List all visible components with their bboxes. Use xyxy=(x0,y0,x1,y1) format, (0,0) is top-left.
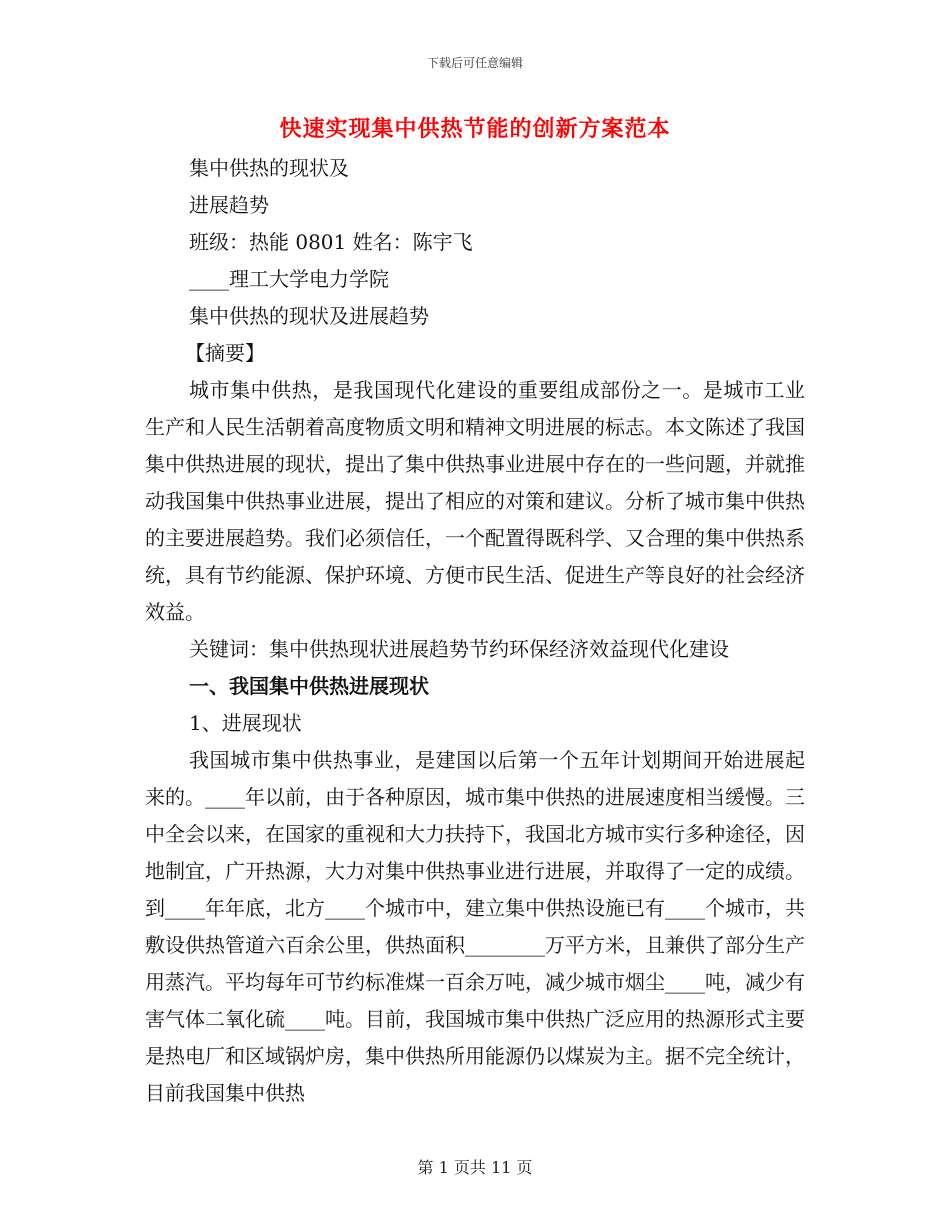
abstract-label: 【摘要】 xyxy=(185,341,265,365)
document-body xyxy=(145,150,805,1112)
body-paragraph: 我国城市集中供热事业，是建国以后第一个五年计划期间开始进展起来的。____年以前，由于各种原因，城市集中供热的进展速度相当缓慢。三中全会以来，在国家的重视和大力扶持下，我国北方城市实行多种途径，因地制宜，广开热源，大力对集中供热事业进行进展，并取得了一定的成绩。到____年年底，北方____个城市中，建立集中供热设施已有____个城市，共敷设供热管道六百余公里，供热面积________万平方米，且兼供了部分生产用蒸汽。平均每年可节约标准煤一百余万吨，减少城市烟尘____吨，减少有害气体二氧化硫____吨。目前，我国城市集中供热广泛应用的热源形式主要是热电厂和区域锅炉房，集中供热所用能源仍以煤炭为主。据不完全统计，目前我国集中供热 xyxy=(145,748,805,1105)
page-footer: 第 1 页共 11 页 xyxy=(417,1158,533,1177)
intro-line: ____理工大学电力学院 xyxy=(189,267,389,291)
intro-line: 集中供热的现状及 xyxy=(189,156,349,180)
document-title: 快速实现集中供热节能的创新方案范本 xyxy=(279,116,671,142)
subsection-heading: 1、进展现状 xyxy=(189,711,302,735)
intro-line: 进展趋势 xyxy=(189,193,269,217)
section-heading: 一、我国集中供热进展现状 xyxy=(189,674,429,698)
intro-line: 班级：热能 0801 姓名：陈宇飞 xyxy=(189,230,473,254)
page-header: 下载后可任意编辑 xyxy=(426,56,523,70)
abstract-paragraph: 城市集中供热，是我国现代化建设的重要组成部份之一。是城市工业生产和人民生活朝着高度物质文明和精神文明进展的标志。本文陈述了我国集中供热进展的现状，提出了集中供热事业进展中存在的一些问题，并就推动我国集中供热事业进展，提出了相应的对策和建议。分析了城市集中供热的主要进展趋势。我们必须信任，一个配置得既科学、又合理的集中供热系统，具有节约能源、保护环境、方便市民生活、促进生产等良好的社会经济效益。 xyxy=(145,378,805,624)
intro-line: 集中供热的现状及进展趋势 xyxy=(189,304,429,328)
keywords-line: 关键词：集中供热现状进展趋势节约环保经济效益现代化建设 xyxy=(189,637,729,661)
